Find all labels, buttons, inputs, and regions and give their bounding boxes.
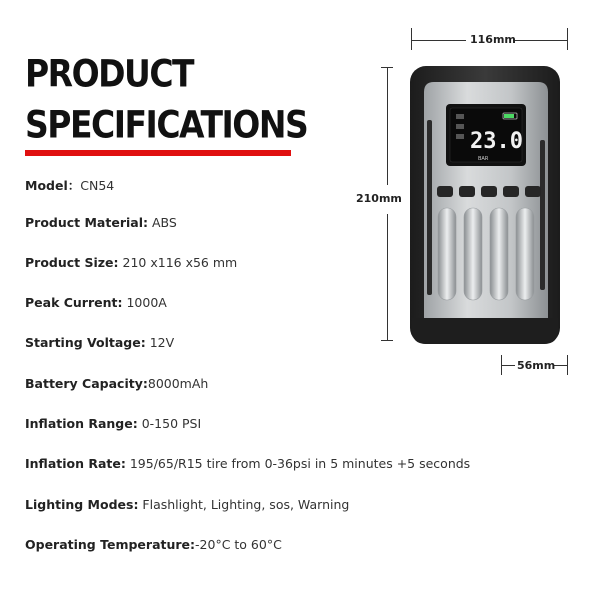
spec-value: CN54 [80,178,115,193]
left-slit [427,120,432,295]
lcd-battery-level [504,114,514,118]
height-dimension-label: 210mm [356,192,402,205]
spec-label: Product Size: [25,255,119,270]
lcd-bike-icon [456,134,464,139]
spec-value: 210 x116 x56 mm [118,255,238,270]
ridge-4 [516,208,534,300]
ridge-1 [438,208,456,300]
spec-label: Model： [25,178,81,193]
spec-value: 8000mAh [147,376,209,391]
spec-label: Lighting Modes: [25,497,139,512]
spec-label: Battery Capacity: [25,376,148,391]
spec-value: ABS [148,215,177,230]
lcd-mode-icon [456,114,464,119]
spec-label: Peak Current: [25,295,123,310]
spec-value: 195/65/R15 tire from 0-36psi in 5 minutes +5 seconds [125,456,471,471]
button-1[interactable] [437,186,453,197]
base [412,318,558,344]
width-dimension-label: 116mm [470,33,516,46]
spec-value: 12V [145,335,175,350]
spec-label: Inflation Range: [25,416,138,431]
ridge-3 [490,208,508,300]
lcd-reading: 23.0 [470,129,523,154]
button-3[interactable] [481,186,497,197]
spec-label: Inflation Rate: [25,456,126,471]
page-title-line2: SPECIFICATIONS [25,102,308,147]
spec-label: Operating Temperature: [25,537,196,552]
lcd-car-icon [456,124,464,129]
spec-value: 0-150 PSI [137,416,202,431]
depth-dimension-label: 56mm [517,359,556,372]
spec-value: 1000A [122,295,167,310]
ridge-2 [464,208,482,300]
spec-label: Product Material: [25,215,148,230]
right-slit [540,140,545,290]
button-2[interactable] [459,186,475,197]
button-5[interactable] [525,186,541,197]
spec-value: Flashlight, Lighting, sos, Warning [138,497,350,512]
page-title-line1: PRODUCT [25,51,194,96]
spec-label: Starting Voltage: [25,335,146,350]
button-4[interactable] [503,186,519,197]
lcd-unit: BAR [478,156,489,162]
spec-value: -20°C to 60°C [195,537,282,552]
